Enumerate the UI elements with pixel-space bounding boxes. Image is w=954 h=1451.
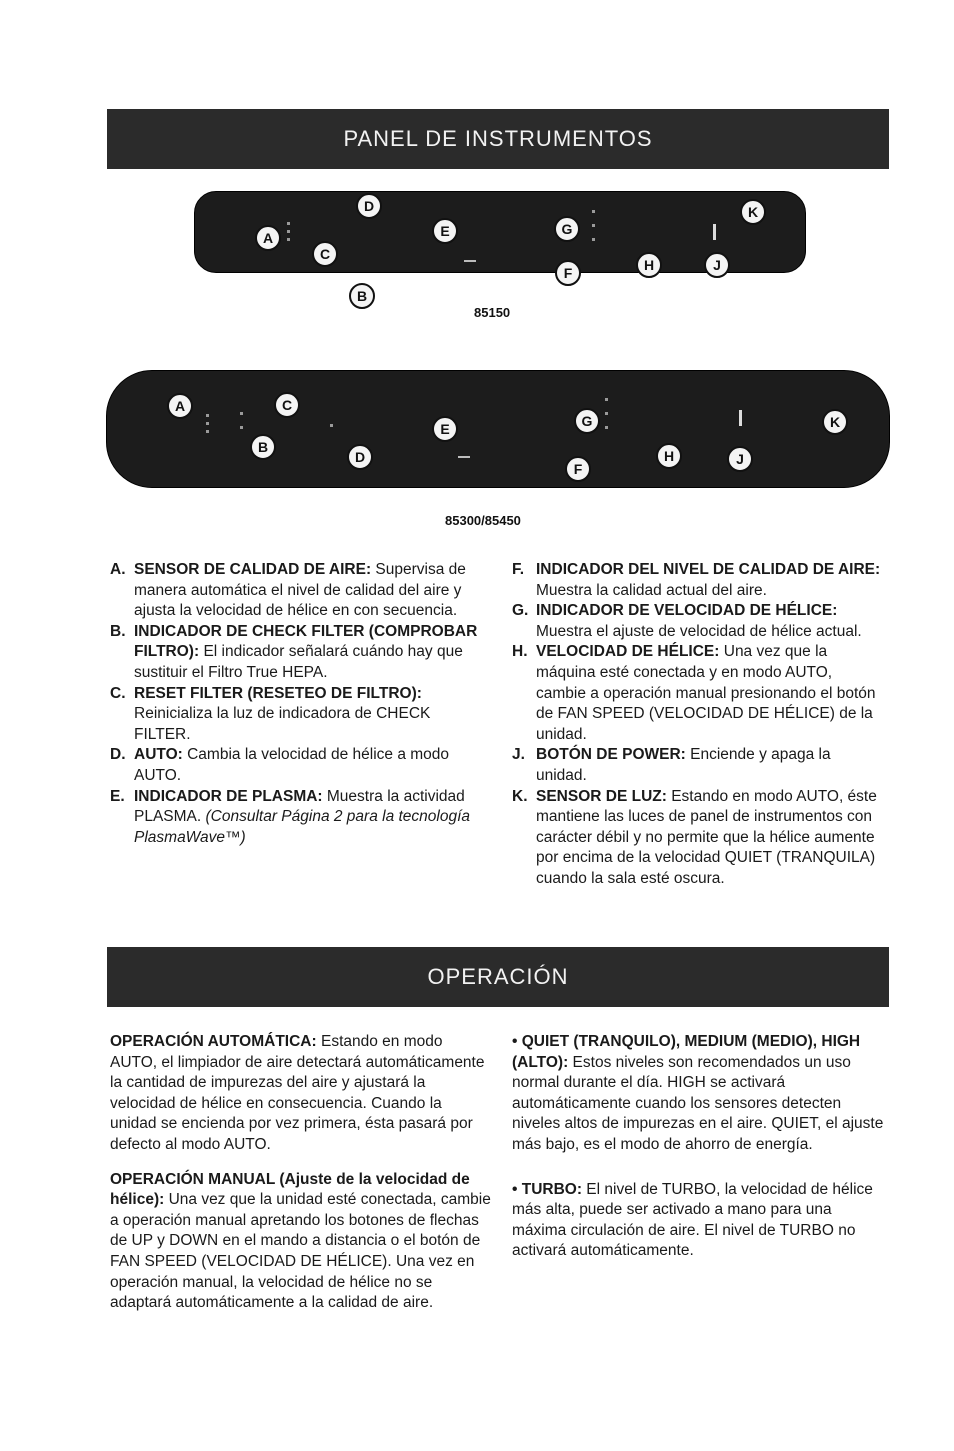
operation-manual-paragraph: OPERACIÓN MANUAL (Ajuste de la velocidad de hélice): Una vez que la unidad esté conectada, cambie a operación manual apretando los botones de flechas de UP y DOWN en el mando a distancia o el botón de FAN SPEED (VELOCIDAD DE HÉLICE). Una vez en operación manual, la velocidad de hélice no se adaptará automáticamente a la calidad de aire. — [110, 1170, 491, 1312]
legend-item-d: D. AUTO: Cambia la velocidad de hélice a modo AUTO. — [110, 746, 450, 784]
callout-c-85300: C — [274, 392, 300, 418]
led-dot — [287, 238, 290, 241]
callout-k-85300: K — [822, 409, 848, 435]
callout-a-85300: A — [167, 393, 193, 419]
legend-left-column — [110, 560, 490, 848]
led-dot — [287, 222, 290, 225]
operation-quiet-paragraph: • QUIET (TRANQUILO), MEDIUM (MEDIO), HIGH (ALTO): Estos niveles son recomendados un uso normal durante el día. HIGH se activará automáticamente cuando los sensores detecten niveles altos de impurezas en el aire. QUIET, el ajuste más bajo, es el modo de ahorro de energía. — [512, 1033, 884, 1153]
led-dot — [287, 230, 290, 233]
legend-item-h: H. VELOCIDAD DE HÉLICE: Una vez que la máquina esté conectada y en modo AUTO, cambie a operación manual presionando el botón de FAN SPEED (VELOCIDAD DE HÉLICE) de la unidad. — [512, 643, 876, 743]
legend-item-c: C. RESET FILTER (RESETEO DE FILTRO): Reinicializa la luz de indicadora de CHECK FILTER. — [110, 684, 431, 743]
plasma-dash-85300 — [458, 456, 470, 458]
section-header-panel: PANEL DE INSTRUMENTOS — [107, 109, 889, 169]
operation-turbo-paragraph: • TURBO: El nivel de TURBO, la velocidad de hélice más alta, puede ser activado a mano para una máxima circulación de aire. El nivel de TURBO no activará automáticamente. — [512, 1180, 873, 1260]
operation-auto-paragraph: OPERACIÓN AUTOMÁTICA: Estando en modo AUTO, el limpiador de aire detectará automáticamente la cantidad de impurezas del aire y ajustará la velocidad de hélice en consecuencia. Cuando la unidad se encienda por vez primera, ésta pasará por defecto al modo AUTO. — [110, 1033, 485, 1153]
control-panel-85300 — [106, 370, 890, 488]
model-label-85150: 85150 — [474, 305, 511, 320]
legend-item-f: F. INDICADOR DEL NIVEL DE CALIDAD DE AIRE: Muestra la calidad actual del aire. — [512, 561, 881, 599]
led-dot — [240, 412, 243, 415]
legend-item-k: K. SENSOR DE LUZ: Estando en modo AUTO, éste mantiene las luces de panel de instrumentos con carácter débil y no permite que la hélice aumente por encima de la velocidad QUIET (TRANQUILA) cuando la sala esté oscura. — [512, 787, 877, 887]
callout-f-85300: F — [565, 456, 591, 482]
callout-f-85150: F — [555, 260, 581, 286]
led-dot — [592, 210, 595, 213]
operation-left-column — [110, 1032, 492, 1328]
callout-j-85150: J — [704, 252, 730, 278]
led-dot — [605, 426, 608, 429]
section-header-operation: OPERACIÓN — [107, 947, 889, 1007]
led-dot — [605, 412, 608, 415]
callout-g-85150: G — [554, 216, 580, 242]
legend-item-j: J. BOTÓN DE POWER: Enciende y apaga la unidad. — [512, 746, 831, 784]
led-dot — [206, 422, 209, 425]
power-indicator-85150 — [713, 224, 716, 240]
callout-k-85150: K — [740, 199, 766, 225]
led-dot — [330, 424, 333, 427]
legend-item-b: B. INDICADOR DE CHECK FILTER (COMPROBAR FILTRO): El indicador señalará cuándo hay que sustituir el Filtro True HEPA. — [110, 622, 478, 681]
legend-item-a: A. SENSOR DE CALIDAD DE AIRE: Supervisa de manera automática el nivel de calidad del aire y ajusta la velocidad de hélice en con secuencia. — [110, 561, 466, 620]
model-label-85300: 85300/85450 — [445, 513, 521, 528]
callout-c-85150: C — [312, 241, 338, 267]
callout-h-85300: H — [656, 443, 682, 469]
led-dot — [240, 426, 243, 429]
led-dot — [605, 398, 608, 401]
callout-e-85150: E — [432, 218, 458, 244]
callout-a-85150: A — [255, 225, 281, 251]
legend-item-e: E. INDICADOR DE PLASMA: Muestra la actividad PLASMA. (Consultar Página 2 para la tecnología PlasmaWave™) — [110, 787, 471, 846]
plasma-dash-85150 — [464, 260, 476, 262]
callout-d-85150: D — [356, 193, 382, 219]
callout-b-85150: B — [349, 283, 375, 309]
callout-b-85300: B — [250, 434, 276, 460]
led-dot — [206, 414, 209, 417]
legend-right-column — [512, 560, 884, 890]
operation-right-column — [512, 1032, 884, 1276]
callout-g-85300: G — [574, 408, 600, 434]
callout-d-85300: D — [347, 444, 373, 470]
legend-item-g: G. INDICADOR DE VELOCIDAD DE HÉLICE: Muestra el ajuste de velocidad de hélice actual. — [512, 602, 862, 640]
power-indicator-85300 — [739, 410, 742, 426]
led-dot — [592, 224, 595, 227]
led-dot — [592, 238, 595, 241]
callout-h-85150: H — [636, 252, 662, 278]
led-dot — [206, 430, 209, 433]
callout-e-85300: E — [432, 416, 458, 442]
callout-j-85300: J — [727, 446, 753, 472]
